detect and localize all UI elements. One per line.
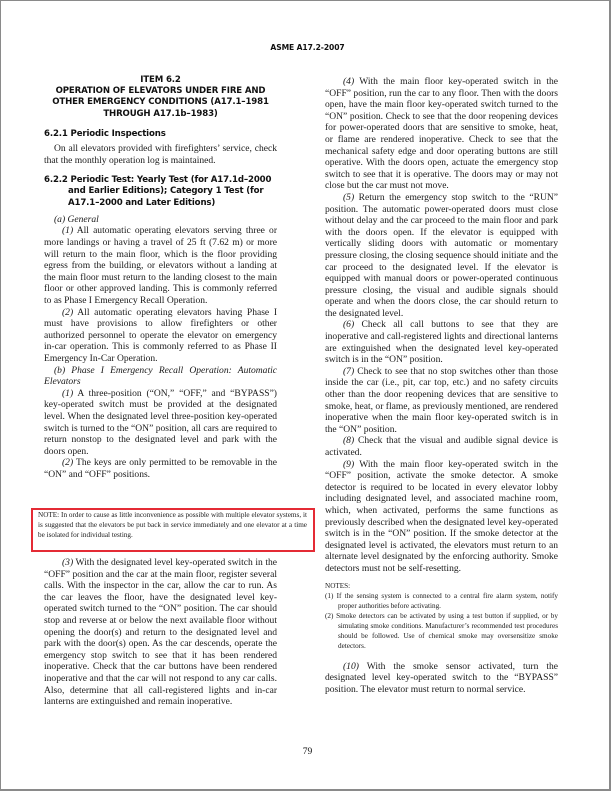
item-title-line: THROUGH A17.1b–1983): [103, 108, 218, 119]
note-item: (2) Smoke detectors can be activated by using a test button if supplied, or by simulating smoke conditions. Manufacturer’s recommended test procedures should be followed. Use of chemical smoke may oversensitize smoke detectors.: [325, 612, 558, 650]
paragraph-b1: [44, 388, 277, 458]
item-number: (1): [62, 225, 74, 237]
paragraph: On all elevators provided with firefighters’ service, check that the monthly operation log is maintained.: [44, 143, 277, 166]
item-number: (10): [343, 660, 359, 672]
left-column-continued: [44, 557, 277, 708]
item-number: (2): [62, 306, 74, 318]
note-item: (1) If the sensing system is connected to a central fire alarm system, notify proper authorities before activating.: [325, 592, 558, 611]
item-text: Return the emergency stop switch to the “RUN” position. The automatic power-operated doors must close without delay and the car proceed to the main floor and park with the doors open. If the elevator is equipped with vertically sliding doors with automatic or momentary pressure closing, the closing sequence should initiate and the car proceed to the designated level. If the elevator is equipped with manual doors or power-operated continuous pressure closing, the visual and audible signals should operate and when the doors close, the car should return to the designated level.: [325, 191, 558, 319]
section-heading-6-2-2: 6.2.2 Periodic Test: Yearly Test (for A17.1d–2000 and Earlier Editions); Category 1 Test (for A17.1–2000 and Later Editions): [44, 175, 272, 208]
paragraph-b4: [325, 76, 558, 192]
item-text: A three-position (“ON,” “OFF,” and “BYPASS”) key-operated switch must be provided at the designated level. When the designated level three-position key-operated switch is turned to the “ON” position, all cars are required to return nonstop to the designated level and park with the doors open.: [44, 387, 277, 457]
item-text: All automatic operating elevators serving three or more landings or having a travel of 25 ft (7.62 m) or more will return to the main floor, which is the floor providing egress from the building, or elevators without a landing at the main floor must return to the landing closest to the main floor or other approved landing. This is commonly referred to as Phase I Emergency Recall Operation.: [44, 225, 277, 306]
notes-label: NOTES:: [325, 581, 351, 590]
item-text: Check that the visual and audible signal device is activated.: [325, 435, 558, 458]
page-number: 79: [302, 747, 313, 757]
item-title-line: OTHER EMERGENCY CONDITIONS (A17.1–1981: [52, 97, 269, 108]
paragraph-b6: [325, 319, 558, 365]
item-number: (9): [343, 458, 355, 470]
paragraph-b9: [325, 459, 558, 575]
item-number: (1): [62, 387, 74, 399]
item-number: (5): [343, 191, 355, 203]
item-text: With the main floor key-operated switch in the “OFF” position, run the car to any floor. Then with the doors open, have the main floor key-operated switch turned to the “ON” position. Check to see that the door reopening devices for power-operated doors that are sensitive to smoke, heat, or flame are rendered inoperative. Check to see that the mechanical safety edge and door operating buttons are still operative. With the doors open, actuate the emergency stop switch to see that it is operative. The doors may or may not close but the car must not move.: [325, 76, 558, 192]
running-head: ASME A17.2-2007: [270, 43, 345, 52]
item-title: [44, 75, 277, 120]
item-text: Check all call buttons to see that they are inoperative and call-registered lights and directional lanterns are extinguished when the designated level key-operated switch is in the “ON” position.: [325, 319, 558, 366]
paragraph-a2: [44, 307, 277, 365]
paragraph-a1: [44, 225, 277, 306]
item-text: All automatic operating elevators having Phase I must have provisions to allow firefighters or other authorized personnel to operate the elevator on emergency in-car operation. This is commonly referred to as Phase II Emergency In-Car Operation.: [44, 306, 277, 364]
paragraph-b7: [325, 366, 558, 436]
notes-block: [325, 582, 558, 652]
paragraph-b5: [325, 192, 558, 320]
highlighted-note: NOTE: In order to cause as little inconvenience as possible with multiple elevator systems, it is suggested that the elevators be put back in service immediately and one elevator at a time be isolated for individual testing.: [38, 511, 307, 539]
right-column: [325, 76, 558, 696]
item-number: (7): [343, 365, 355, 377]
item-text: The keys are only permitted to be removable in the “ON” and “OFF” positions.: [44, 457, 277, 480]
item-title-line: ITEM 6.2: [140, 75, 181, 85]
item-number: (3): [62, 557, 74, 568]
item-text: With the designated level key-operated switch in the “OFF” position and the car at the main floor, register several calls. With the inspector in the car, allow the car to run. As the car leaves the floor, have the designated level key-operated switch turned to the “ON” position. The car should stop and reverse at or below the next available floor without opening the door(s) and return to the designated level and park with the door(s) open. As the car descends, operate the emergency stop switch to see that it has been rendered inoperative. Check that the car buttons have been rendered inoperative and that the car will not respond to any car calls. Also, determine that all call-registered lights and in-car lanterns are extinguished and remain inoperative.: [44, 557, 277, 708]
item-text: Check to see that no stop switches other than those inside the car (i.e., pit, car top, etc.) and no safety circuits other than the door reopening devices that are sensitive to smoke, heat, or flame, as previously mentioned, are rendered inoperative when the main floor key-operated switch is in the “ON” position.: [325, 365, 558, 435]
item-number: (4): [343, 76, 355, 87]
item-number: (2): [62, 457, 74, 469]
item-title-line: OPERATION OF ELEVATORS UNDER FIRE AND: [55, 86, 266, 97]
paragraph-b8: [325, 435, 558, 458]
paragraph-b2: [44, 457, 277, 480]
section-heading-6-2-1: 6.2.1 Periodic Inspections: [44, 128, 166, 139]
item-text: With the main floor key-operated switch in the “OFF” position, activate the smoke detector. A smoke detector is required to be located in every elevator lobby including designated level, and associated machine room, which, when activated, performs the same functions as previously described when the designated level key-operated switch is in the “ON” position. If the smoke detector at the designated level is activated, the elevators must return to an alternate level designated by the enforcing authority. Smoke detectors must not be self-resetting.: [325, 458, 558, 574]
item-number: (6): [343, 319, 355, 331]
paragraph-b10: [325, 661, 558, 696]
paragraph-b3: [44, 557, 277, 708]
item-text: With the smoke sensor activated, turn the designated level key-operated switch to the “BYPASS” position. The elevator must return to normal service.: [325, 660, 558, 696]
subsection-label-a: (a) General: [54, 213, 99, 225]
left-column: [44, 75, 277, 480]
subsection-label-b: (b) Phase I Emergency Recall Operation: Automatic Elevators: [44, 364, 277, 388]
item-number: (8): [343, 435, 355, 447]
